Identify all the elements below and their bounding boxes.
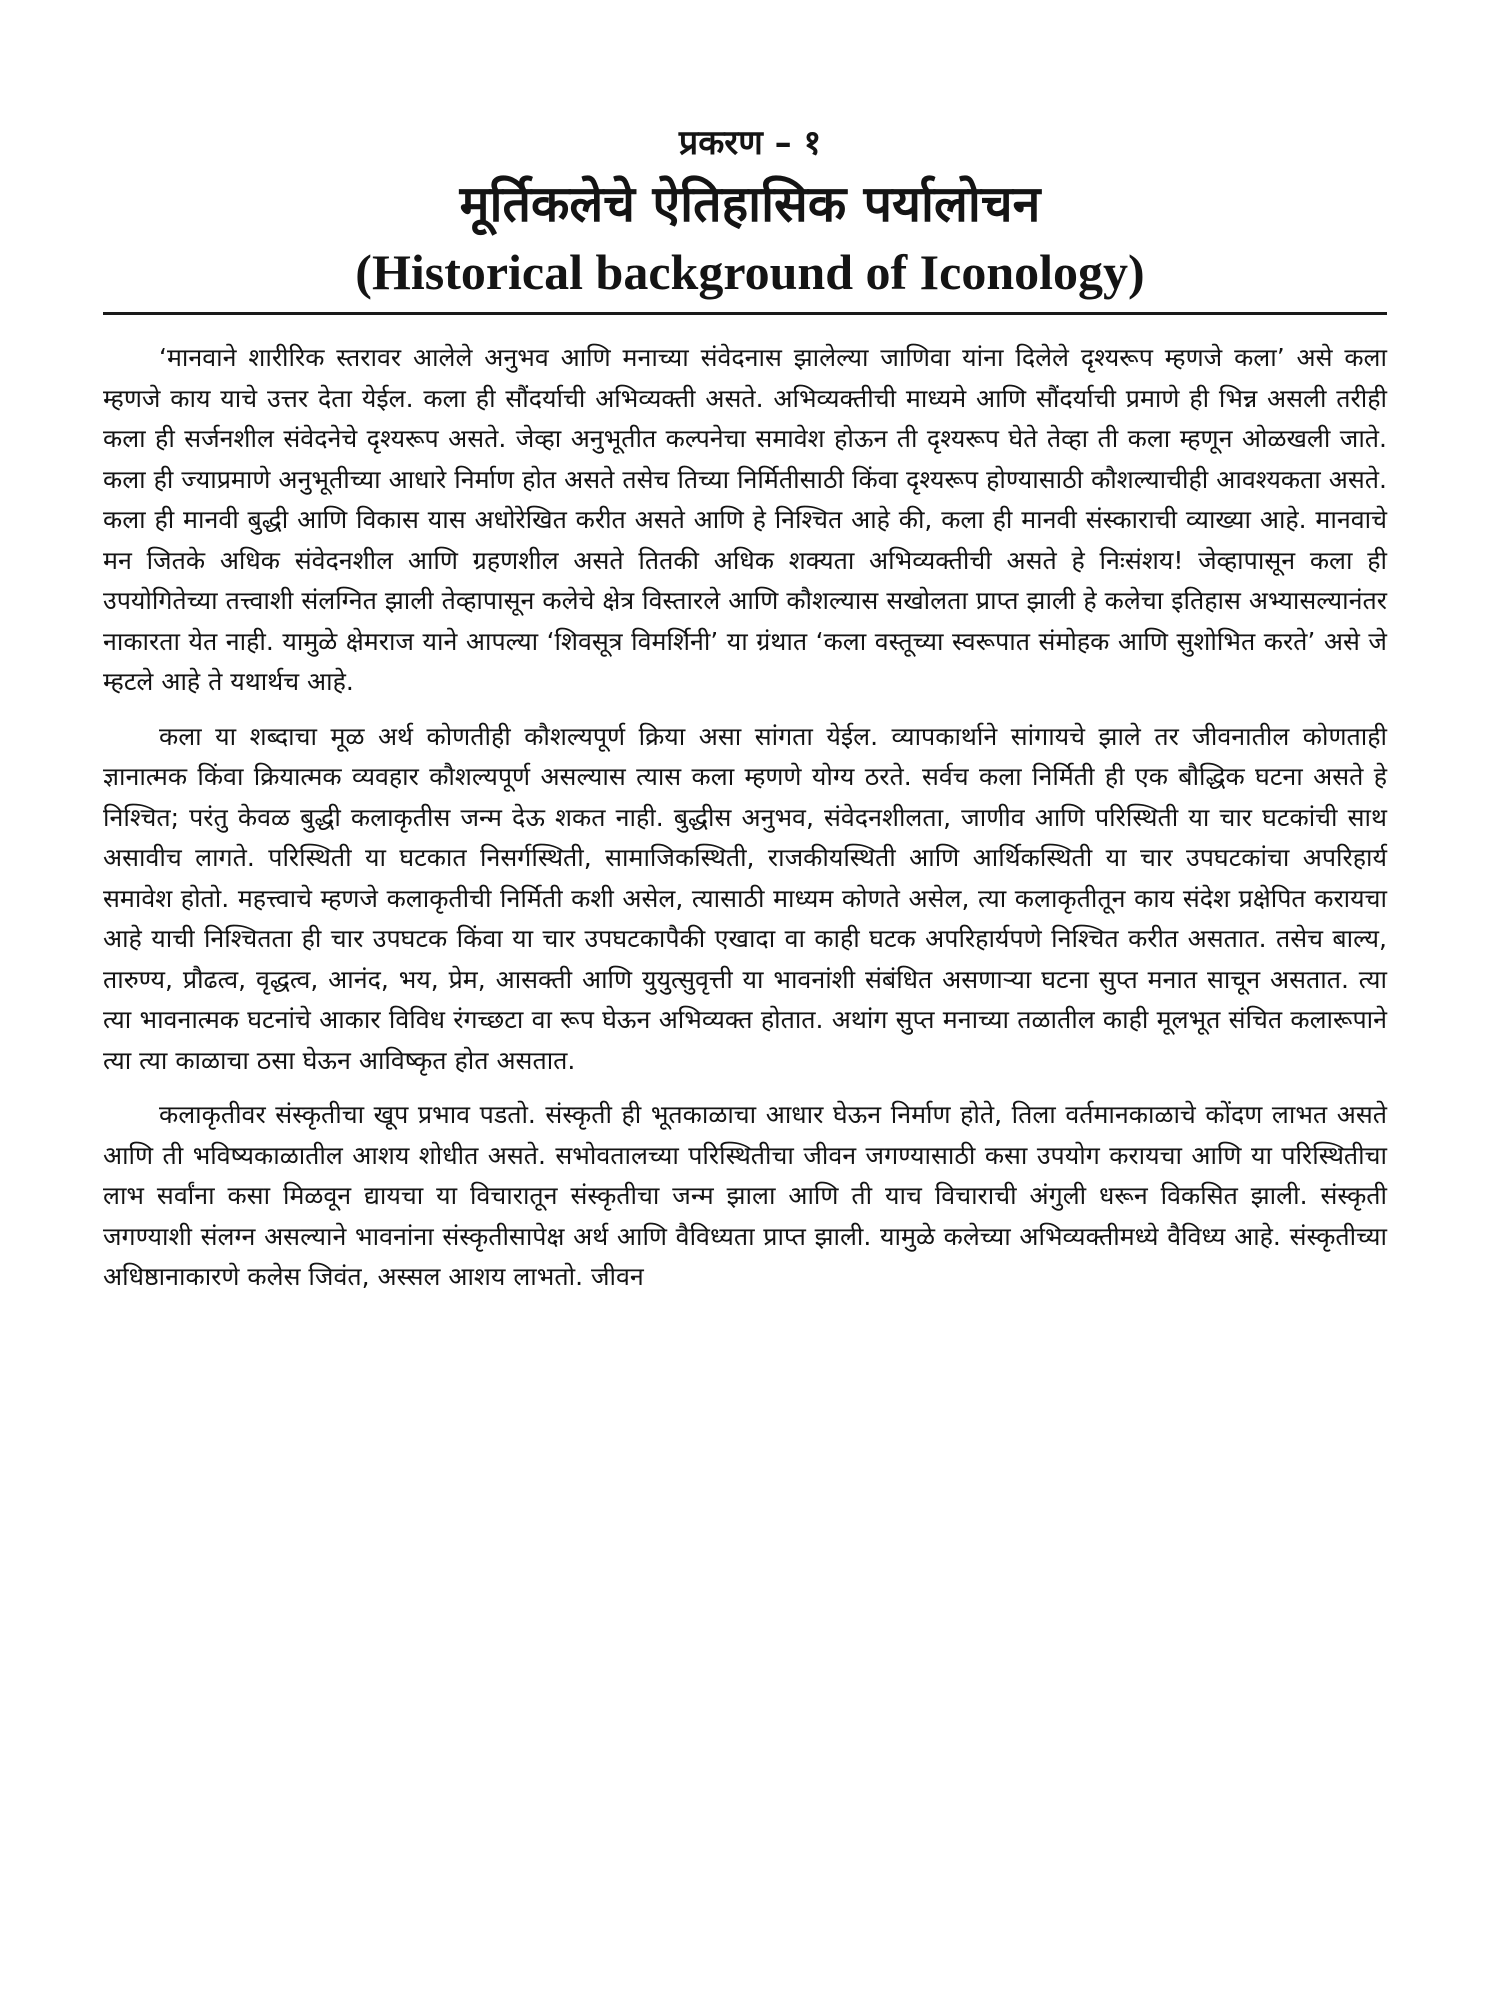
chapter-subtitle: (Historical background of Iconology) bbox=[355, 244, 1145, 300]
chapter-header bbox=[0, 118, 1500, 304]
header-divider bbox=[103, 312, 1387, 315]
paragraph: कला या शब्दाचा मूळ अर्थ कोणतीही कौशल्यपूर्ण क्रिया असा सांगता येईल. व्यापकार्थाने सांगायचे झाले तर जीवनातील कोणताही ज्ञानात्मक किंवा क्रियात्मक व्यवहार कौशल्यपूर्ण असल्यास त्यास कला म्हणणे योग्य ठरते. सर्वच कला निर्मिती ही एक बौद्धिक घटना असते हे निश्चित; परंतु केवळ बुद्धी कलाकृतीस जन्म देऊ शकत नाही. बुद्धीस अनुभव, संवेदनशीलता, जाणीव आणि परिस्थिती या चार घटकांची साथ असावीच लागते. परिस्थिती या घटकात निसर्गस्थिती, सामाजिकस्थिती, राजकीयस्थिती आणि आर्थिकस्थिती या चार उपघटकांचा अपरिहार्य समावेश होतो. महत्त्वाचे म्हणजे कलाकृतीची निर्मिती कशी असेल, त्यासाठी माध्यम कोणते असेल, त्या कलाकृतीतून काय संदेश प्रक्षेपित करायचा आहे याची निश्चितता ही चार उपघटक किंवा या चार उपघटकापैकी एखादा वा काही घटक अपरिहार्यपणे निश्चित करीत असतात. तसेच बाल्य, तारुण्य, प्रौढत्व, वृद्धत्व, आनंद, भय, प्रेम, आसक्ती आणि युयुत्सुवृत्ती या भावनांशी संबंधित असणाऱ्या घटना सुप्त मनात साचून असतात. त्या त्या भावनात्मक घटनांचे आकार विविध रंगच्छटा वा रूप घेऊन अभिव्यक्त होतात. अथांग सुप्त मनाच्या तळातील काही मूलभूत संचित कलारूपाने त्या त्या काळाचा ठसा घेऊन आविष्कृत होत असतात. bbox=[103, 721, 1387, 1075]
chapter-label: प्रकरण – १ bbox=[678, 123, 822, 163]
paragraph: कलाकृतीवर संस्कृतीचा खूप प्रभाव पडतो. संस्कृती ही भूतकाळाचा आधार घेऊन निर्माण होते, तिला वर्तमानकाळाचे कोंदण लाभत असते आणि ती भविष्यकाळातील आशय शोधीत असते. सभोवतालच्या परिस्थितीचा जीवन जगण्यासाठी कसा उपयोग करायचा आणि या परिस्थितीचा लाभ सर्वांना कसा मिळवून द्यायचा या विचारातून संस्कृतीचा जन्म झाला आणि ती याच विचाराची अंगुली धरून विकसित झाली. संस्कृती जगण्याशी संलग्न असल्याने भावनांना संस्कृतीसापेक्ष अर्थ आणि वैविध्यता प्राप्त झाली. यामुळे कलेच्या अभिव्यक्तीमध्ये वैविध्य आहे. संस्कृतीच्या अधिष्ठानाकारणे कलेस जिवंत, अस्सल आशय लाभतो. जीवन bbox=[103, 1100, 1387, 1291]
paragraph: ‘मानवाने शारीरिक स्तरावर आलेले अनुभव आणि मनाच्या संवेदनास झालेल्या जाणिवा यांना दिलेले दृश्यरूप म्हणजे कला’ असे कला म्हणजे काय याचे उत्तर देता येईल. कला ही सौंदर्याची अभिव्यक्ती असते. अभिव्यक्तीची माध्यमे आणि सौंदर्याची प्रमाणे ही भिन्न असली तरीही कला ही सर्जनशील संवेदनेचे दृश्यरूप असते. जेव्हा अनुभूतीत कल्पनेचा समावेश होऊन ती दृश्यरूप घेते तेव्हा ती कला म्हणून ओळखली जाते. कला ही ज्याप्रमाणे अनुभूतीच्या आधारे निर्माण होत असते तसेच तिच्या निर्मितीसाठी किंवा दृश्यरूप होण्यासाठी कौशल्याचीही आवश्यकता असते. कला ही मानवी बुद्धी आणि विकास यास अधोरेखित करीत असते आणि हे निश्चित आहे की, कला ही मानवी संस्काराची व्याख्या आहे. मानवाचे मन जितके अधिक संवेदनशील आणि ग्रहणशील असते तितकी अधिक शक्यता अभिव्यक्तीची असते हे निःसंशय! जेव्हापासून कला ही उपयोगितेच्या तत्त्वाशी संलग्नित झाली तेव्हापासून कलेचे क्षेत्र विस्तारले आणि कौशल्यास सखोलता प्राप्त झाली हे कलेचा इतिहास अभ्यासल्यानंतर नाकारता येत नाही. यामुळे क्षेमराज याने आपल्या ‘शिवसूत्र विमर्शिनी’ या ग्रंथात ‘कला वस्तूच्या स्वरूपात संमोहक आणि सुशोभित करते’ असे जे म्हटले आहे ते यथार्थच आहे. bbox=[103, 343, 1387, 696]
chapter-title: मूर्तिकलेचे ऐतिहासिक पर्यालोचन bbox=[459, 175, 1041, 233]
body-text bbox=[103, 338, 1387, 1312]
